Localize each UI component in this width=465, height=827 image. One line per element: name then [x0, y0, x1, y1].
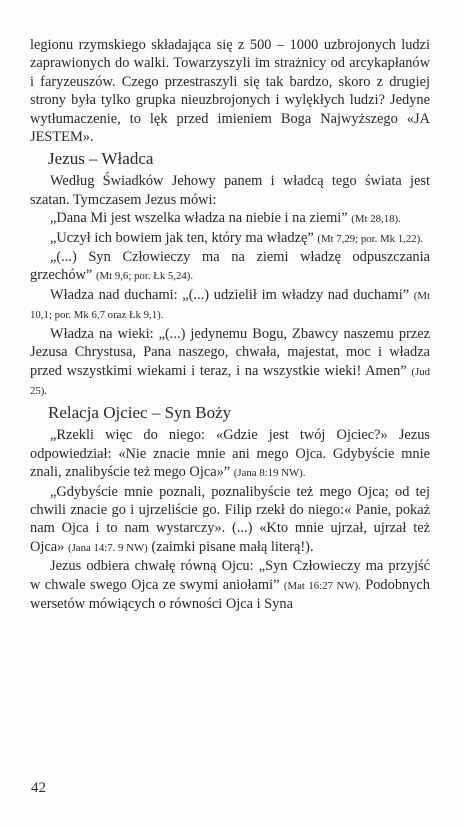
ref-mt-7: (Mt 7,29; por. Mk 1,22). [317, 232, 423, 245]
quote-mt-9: „(...) Syn Człowieczy ma na ziemi władzę odpuszczania grzechów” (Mt 9,6; por. Łk 5,24). [30, 249, 430, 284]
paragraph-swiadkowie: Według Świadków Jehowy panem i władcą tego świata jest szatan. Tymczasem Jezus mówi: [30, 173, 430, 208]
quote-mt-7: „Uczył ich bowiem jak ten, który ma władzę” (Mt 7,29; por. Mk 1,22). [50, 229, 423, 246]
ref-mat-16: (Mat 16:27 NW). [283, 579, 361, 592]
ref-mt-9: (Mt 9,6; por. Łk 5,24). [95, 270, 194, 283]
ref-jana-8: (Jana 8:19 NW). [233, 467, 306, 480]
page-number: 42 [31, 780, 46, 796]
page-content [30, 36, 430, 613]
paragraph-wladza-wieki: Władza na wieki: „(...) jedynemu Bogu, Zbawcy naszemu przez Jezusa Chrystusa, Pana naszego, chwała, majestat, moc i władza przed wszystkimi wiekami i teraz, i na wszystkie wieki! Amen” (Jud 25). [30, 325, 430, 397]
quote-jana-14: „Gdybyście mnie poznali, poznalibyście też mego Ojca; od tej chwili znacie go i ujrzeliście go. Filip rzekł do niego:« Panie, pokaż nam Ojca i to nam wystarczy». (...) «Kto mnie ujrzał, ujrzał też Ojca» (Jana 14:7. 9 NW) (zaimki pisane małą literą!). [30, 483, 430, 555]
ref-jud-25: (Jud 25). [30, 365, 430, 397]
quote-jana-8: „Rzekli więc do niego: «Gdzie jest twój Ojciec?» Jezus odpowiedział: «Nie znacie mnie ani mego Ojca. Gdybyście mnie znali, znalibyście też mego Ojca»” (Jana 8:19 NW). [30, 427, 430, 481]
heading-relacja: Relacja Ojciec – Syn Boży [48, 403, 232, 423]
paragraph-chwala: Jezus odbiera chwałę równą Ojcu: „Syn Człowieczy ma przyjść w chwale swego Ojca ze swymi aniołami” (Mat 16:27 NW). Podobnych wersetów mówiących o równości Ojca i Syna [30, 558, 430, 612]
paragraph-legion: legionu rzymskiego składająca się z 500 – 1000 uzbrojonych ludzi zaprawionych do walki. Towarzyszyli im strażnicy od arcykapłanów i faryzeuszów. Czego przestraszyli się tak bardzo, skoro z drugiej strony była tylko grupka nieuzbrojonych i wylękłych ludzi? Jedyne wytłumaczenie, to lęk przed imieniem Boga Najwyższego «JA JESTEM». [30, 37, 430, 146]
ref-mt-28: (Mt 28,18). [351, 213, 401, 226]
paragraph-wladza-duchy: Władza nad duchami: „(...) udzielił im władzy nad duchami” (Mt 10,1; por. Mk 6,7 oraz Łk 9,1). [30, 286, 430, 322]
ref-jana-14: (Jana 14:7. 9 NW) [67, 541, 148, 554]
heading-jezus-wladca: Jezus – Władca [48, 149, 154, 169]
quote-mt-28: „Dana Mi jest wszelka władza na niebie i na ziemi” (Mt 28,18). [50, 210, 401, 227]
ref-mt-10: (Mt 10,1; por. Mk 6,7 oraz Łk 9,1). [30, 289, 430, 322]
